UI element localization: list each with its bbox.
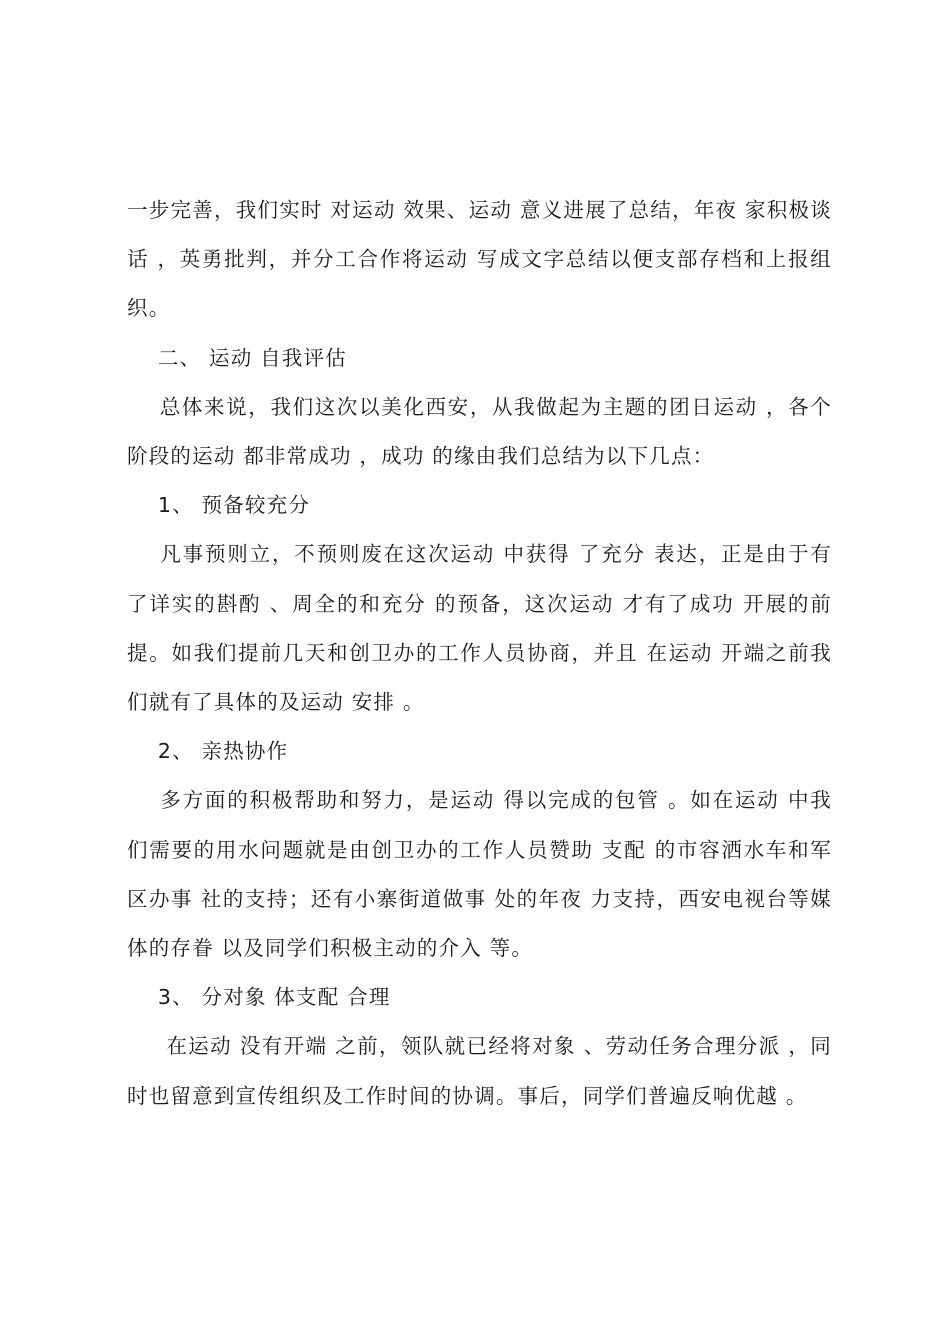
paragraph-preparation: 凡事预则立，不预则废在这次运动 中获得 了充分 表达，正是由于有了详实的斟酌 、周全的和充分 的预备，这次运动 才有了成功 开展的前提。如我们提前几天和创卫办的工作人员协商，并且 在运动 开端之前我们就有了具体的及运动 安排 。 — [127, 542, 832, 715]
subheading-preparation: 1、 预备较充分 — [127, 493, 311, 518]
paragraph-summary-continued: 一步完善，我们实时 对运动 效果、运动 意义进展了总结，年夜 家积极谈话 ，英勇批判，并分工合作将运动 写成文字总结以便支部存档和上报组织。 — [127, 198, 832, 321]
document-body — [127, 186, 832, 1121]
subheading-cooperation: 2、 亲热协作 — [127, 739, 289, 764]
paragraph-arrangement: 在运动 没有开端 之前，领队就已经将对象 、劳动任务合理分派 ，同时也留意到宣传组织及工作时间的协调。事后，同学们普遍反响优越 。 — [127, 1034, 832, 1108]
paragraph-overall: 总体来说，我们这次以美化西安，从我做起为主题的团日运动 ，各个阶段的运动 都非常成功 ，成功 的缘由我们总结为以下几点： — [127, 394, 832, 469]
subheading-arrangement: 3、 分对象 体支配 合理 — [127, 985, 391, 1010]
paragraph-cooperation: 多方面的积极帮助和努力，是运动 得以完成的包管 。如在运动 中我们需要的用水问题就是由创卫办的工作人员赞助 支配 的市容洒水车和军区办事 社的支持；还有小寨街道做事 处的年夜 力支持，西安电视台等媒体的存眷 以及同学们积极主动的介入 等。 — [127, 788, 832, 961]
section-heading-self-evaluation: 二、 运动 自我评估 — [127, 345, 347, 370]
